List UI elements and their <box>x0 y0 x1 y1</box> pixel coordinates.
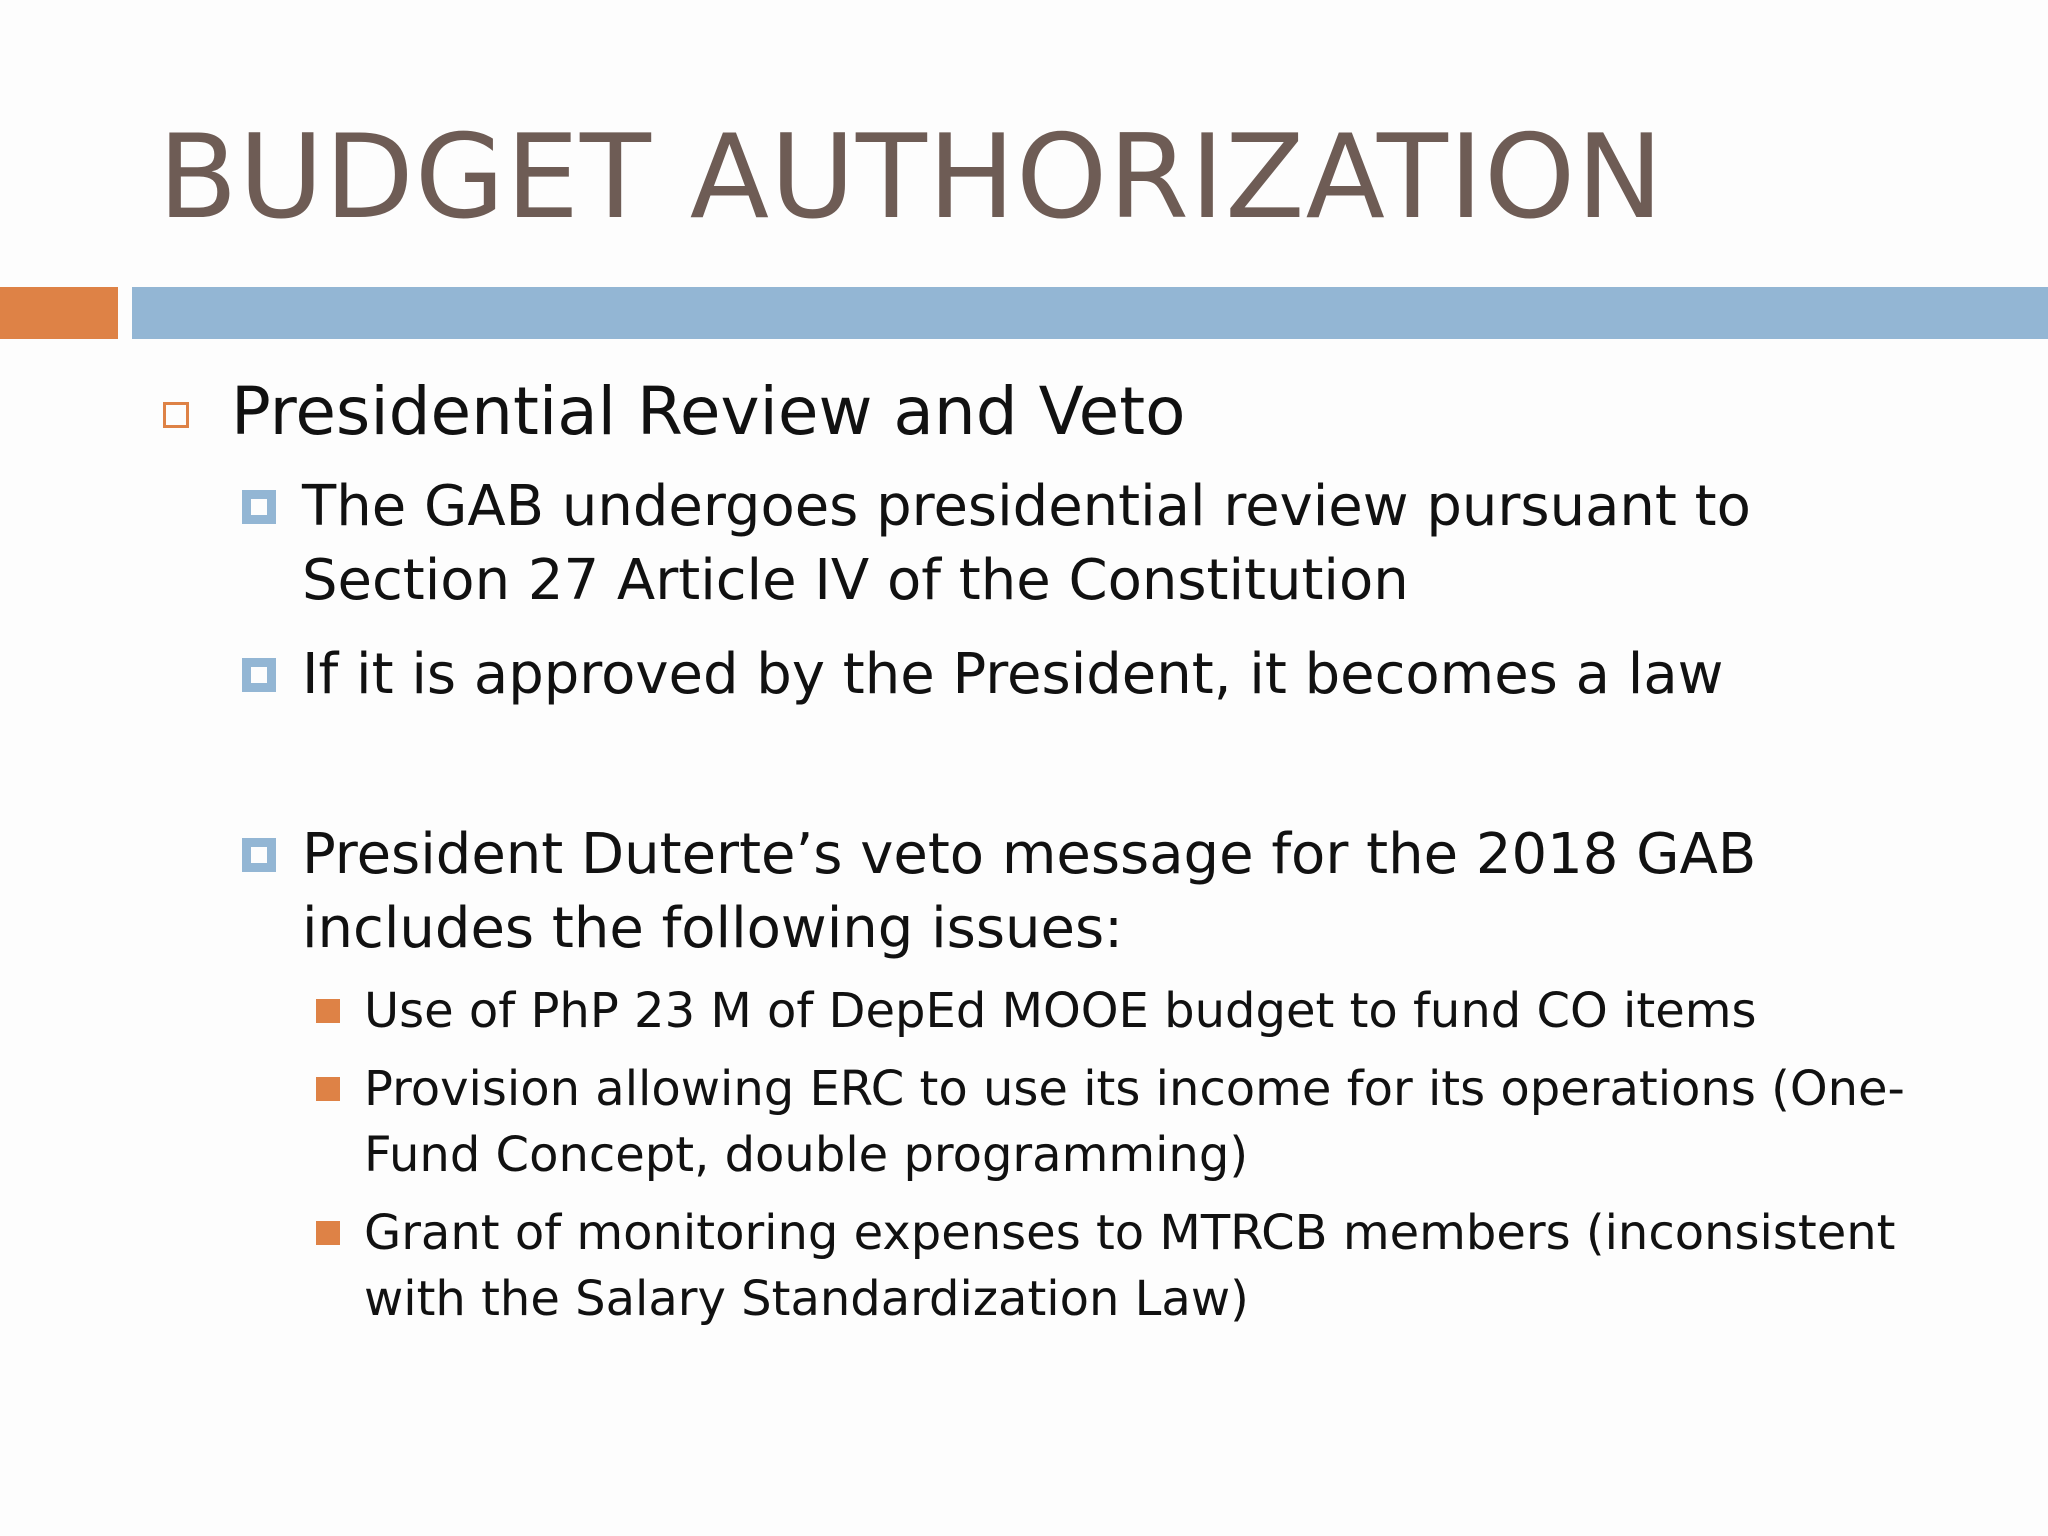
square-bullet-icon <box>242 490 276 524</box>
bullet-text: If it is approved by the President, it becomes a law <box>302 642 1724 707</box>
orange-accent-bar <box>0 287 118 339</box>
slide-title: BUDGET AUTHORIZATION <box>158 110 1665 245</box>
section-heading: Presidential Review and Veto <box>231 373 1186 450</box>
sub-bullet-text: Grant of monitoring expenses to MTRCB members (inconsistent with the Salary Standardization Law) <box>364 1205 1896 1327</box>
blue-header-bar <box>132 287 2048 339</box>
filled-square-bullet-icon <box>316 1221 340 1245</box>
bullet-text: The GAB undergoes presidential review pursuant to Section 27 Article IV of the Constitution <box>302 474 1751 613</box>
bullet-text: President Duterte’s veto message for the 2018 GAB includes the following issues: <box>302 822 1757 961</box>
hollow-square-bullet-icon <box>163 402 189 428</box>
filled-square-bullet-icon <box>316 999 340 1023</box>
sub-bullet-text: Use of PhP 23 M of DepEd MOOE budget to fund CO items <box>364 983 1757 1039</box>
square-bullet-icon <box>242 658 276 692</box>
sub-bullet-text: Provision allowing ERC to use its income for its operations (One-Fund Concept, double programming) <box>364 1061 1905 1183</box>
filled-square-bullet-icon <box>316 1077 340 1101</box>
square-bullet-icon <box>242 838 276 872</box>
